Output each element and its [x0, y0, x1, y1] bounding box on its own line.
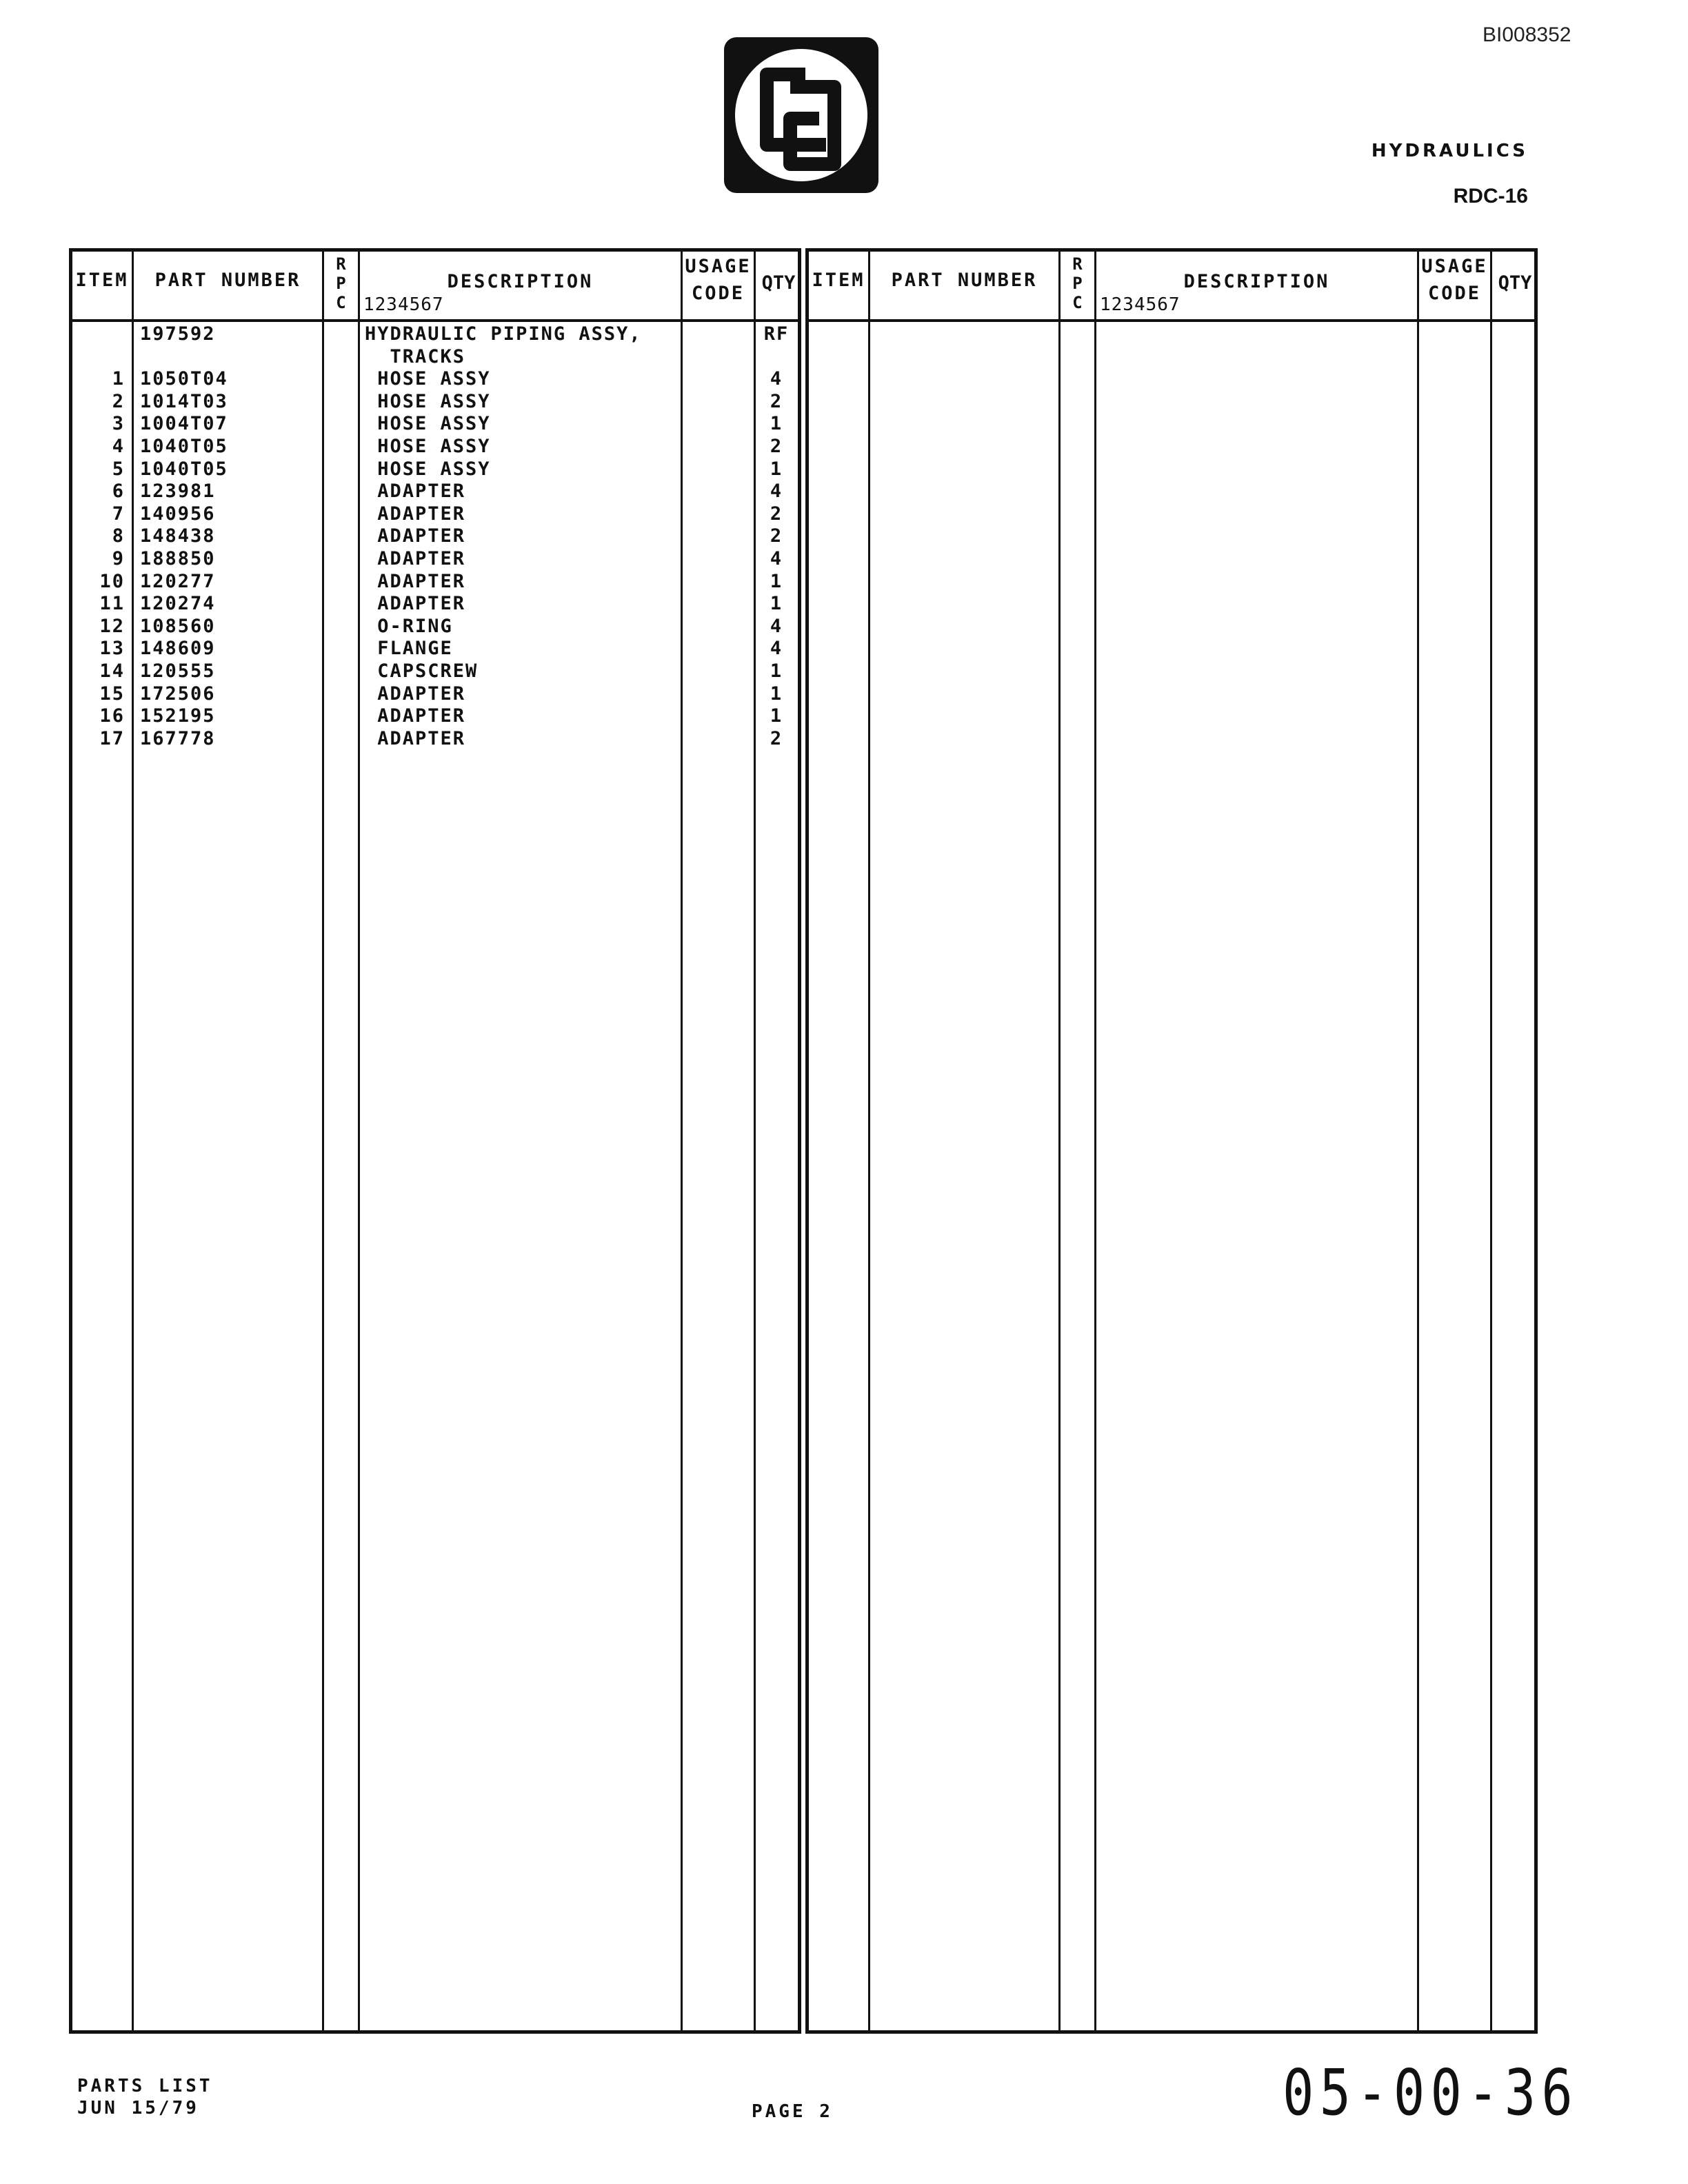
row-item-number: 1 — [112, 368, 125, 390]
header-item: ITEM — [812, 270, 865, 291]
row-qty: 4 — [770, 638, 783, 660]
row-part-number: 140956 — [140, 503, 216, 525]
row-part-number: 148609 — [140, 638, 216, 660]
row-description: ADAPTER — [365, 593, 466, 615]
row-part-number: 1040T05 — [140, 458, 228, 480]
row-item-number: 16 — [99, 705, 125, 727]
section-title: HYDRAULICS — [1371, 141, 1528, 161]
row-part-number: 108560 — [140, 615, 216, 637]
header-usage-code: USAGE CODE — [685, 256, 752, 304]
footer-date: JUN 15/79 — [77, 2098, 199, 2119]
row-qty: 1 — [770, 660, 783, 682]
row-description: ADAPTER — [365, 570, 466, 592]
header-description-cols: 1234567 — [363, 294, 444, 315]
row-qty: 2 — [770, 390, 783, 412]
row-description: HOSE ASSY — [365, 458, 491, 480]
row-part-number: 1040T05 — [140, 436, 228, 457]
row-part-number: 197592 — [140, 323, 216, 345]
footer-doc-type: PARTS LIST — [77, 2076, 213, 2096]
row-description: ADAPTER — [365, 548, 466, 569]
row-part-number: 188850 — [140, 548, 216, 569]
row-qty: 1 — [770, 413, 783, 435]
header-description-cols: 1234567 — [1100, 294, 1180, 315]
header-qty: QTY — [761, 272, 796, 294]
row-item-number: 5 — [112, 458, 125, 480]
header-part-number: PART NUMBER — [154, 270, 301, 291]
row-qty: 1 — [770, 593, 783, 615]
row-description: ADAPTER — [365, 727, 466, 749]
row-part-number: 1004T07 — [140, 413, 228, 435]
row-description: HOSE ASSY — [365, 413, 491, 435]
row-qty: 1 — [770, 705, 783, 727]
row-part-number: 172506 — [140, 682, 216, 705]
row-description: O-RING — [365, 615, 453, 637]
company-logo — [723, 36, 880, 194]
row-qty: 2 — [770, 525, 783, 547]
row-item-number: 13 — [99, 638, 125, 660]
row-qty: 4 — [770, 615, 783, 637]
row-item-number: 3 — [112, 413, 125, 435]
row-part-number: 120277 — [140, 570, 216, 592]
row-description: ADAPTER — [365, 705, 466, 727]
row-description: CAPSCREW — [365, 660, 479, 682]
row-part-number: 152195 — [140, 705, 216, 727]
row-description: ADAPTER — [365, 481, 466, 503]
row-qty: 2 — [770, 727, 783, 749]
header-description: DESCRIPTION — [447, 271, 594, 292]
header-part-number: PART NUMBER — [891, 270, 1038, 291]
row-description: HOSE ASSY — [365, 436, 491, 457]
row-part-number: 120555 — [140, 660, 216, 682]
row-qty: RF — [763, 323, 790, 345]
row-description: ADAPTER — [365, 682, 466, 705]
document-id: BI008352 — [1483, 23, 1571, 46]
row-part-number: 1050T04 — [140, 368, 228, 390]
row-qty: 4 — [770, 548, 783, 569]
row-item-number: 8 — [112, 525, 125, 547]
row-part-number: 120274 — [140, 593, 216, 615]
row-item-number: 12 — [99, 615, 125, 637]
row-qty: 4 — [770, 368, 783, 390]
row-part-number: 123981 — [140, 481, 216, 503]
row-qty: 4 — [770, 481, 783, 503]
row-description: HYDRAULIC PIPING ASSY, — [365, 323, 642, 345]
row-item-number: 15 — [99, 682, 125, 705]
row-description: FLANGE — [365, 638, 453, 660]
row-item-number: 6 — [112, 481, 125, 503]
row-qty: 2 — [770, 436, 783, 457]
row-qty: 1 — [770, 570, 783, 592]
header-qty: QTY — [1498, 272, 1532, 294]
header-rpc: R P C — [1072, 254, 1083, 312]
row-description: ADAPTER — [365, 525, 466, 547]
row-item-number: 17 — [99, 727, 125, 749]
row-item-number: 14 — [99, 660, 125, 682]
parts-table-left — [69, 248, 801, 2034]
row-description: ADAPTER — [365, 503, 466, 525]
footer-section-number: 05-00-36 — [1283, 2056, 1578, 2130]
row-item-number: 10 — [99, 570, 125, 592]
row-item-number: 9 — [112, 548, 125, 569]
header-rpc: R P C — [336, 254, 346, 312]
row-description: HOSE ASSY — [365, 390, 491, 412]
row-part-number: 148438 — [140, 525, 216, 547]
row-item-number: 2 — [112, 390, 125, 412]
row-description: HOSE ASSY — [365, 368, 491, 390]
row-item-number: 4 — [112, 436, 125, 457]
row-description: TRACKS — [365, 345, 466, 367]
row-qty: 1 — [770, 458, 783, 480]
footer-doc-info — [77, 2075, 213, 2119]
header-description: DESCRIPTION — [1183, 271, 1330, 292]
parts-table-right — [805, 248, 1538, 2034]
row-item-number: 7 — [112, 503, 125, 525]
model-number: RDC-16 — [1453, 185, 1528, 208]
row-item-number: 11 — [99, 593, 125, 615]
header-item: ITEM — [75, 270, 129, 291]
footer-page: PAGE 2 — [752, 2101, 833, 2122]
header-usage-code: USAGE CODE — [1421, 256, 1488, 304]
row-part-number: 167778 — [140, 727, 216, 749]
row-qty: 2 — [770, 503, 783, 525]
row-qty: 1 — [770, 682, 783, 705]
row-part-number: 1014T03 — [140, 390, 228, 412]
